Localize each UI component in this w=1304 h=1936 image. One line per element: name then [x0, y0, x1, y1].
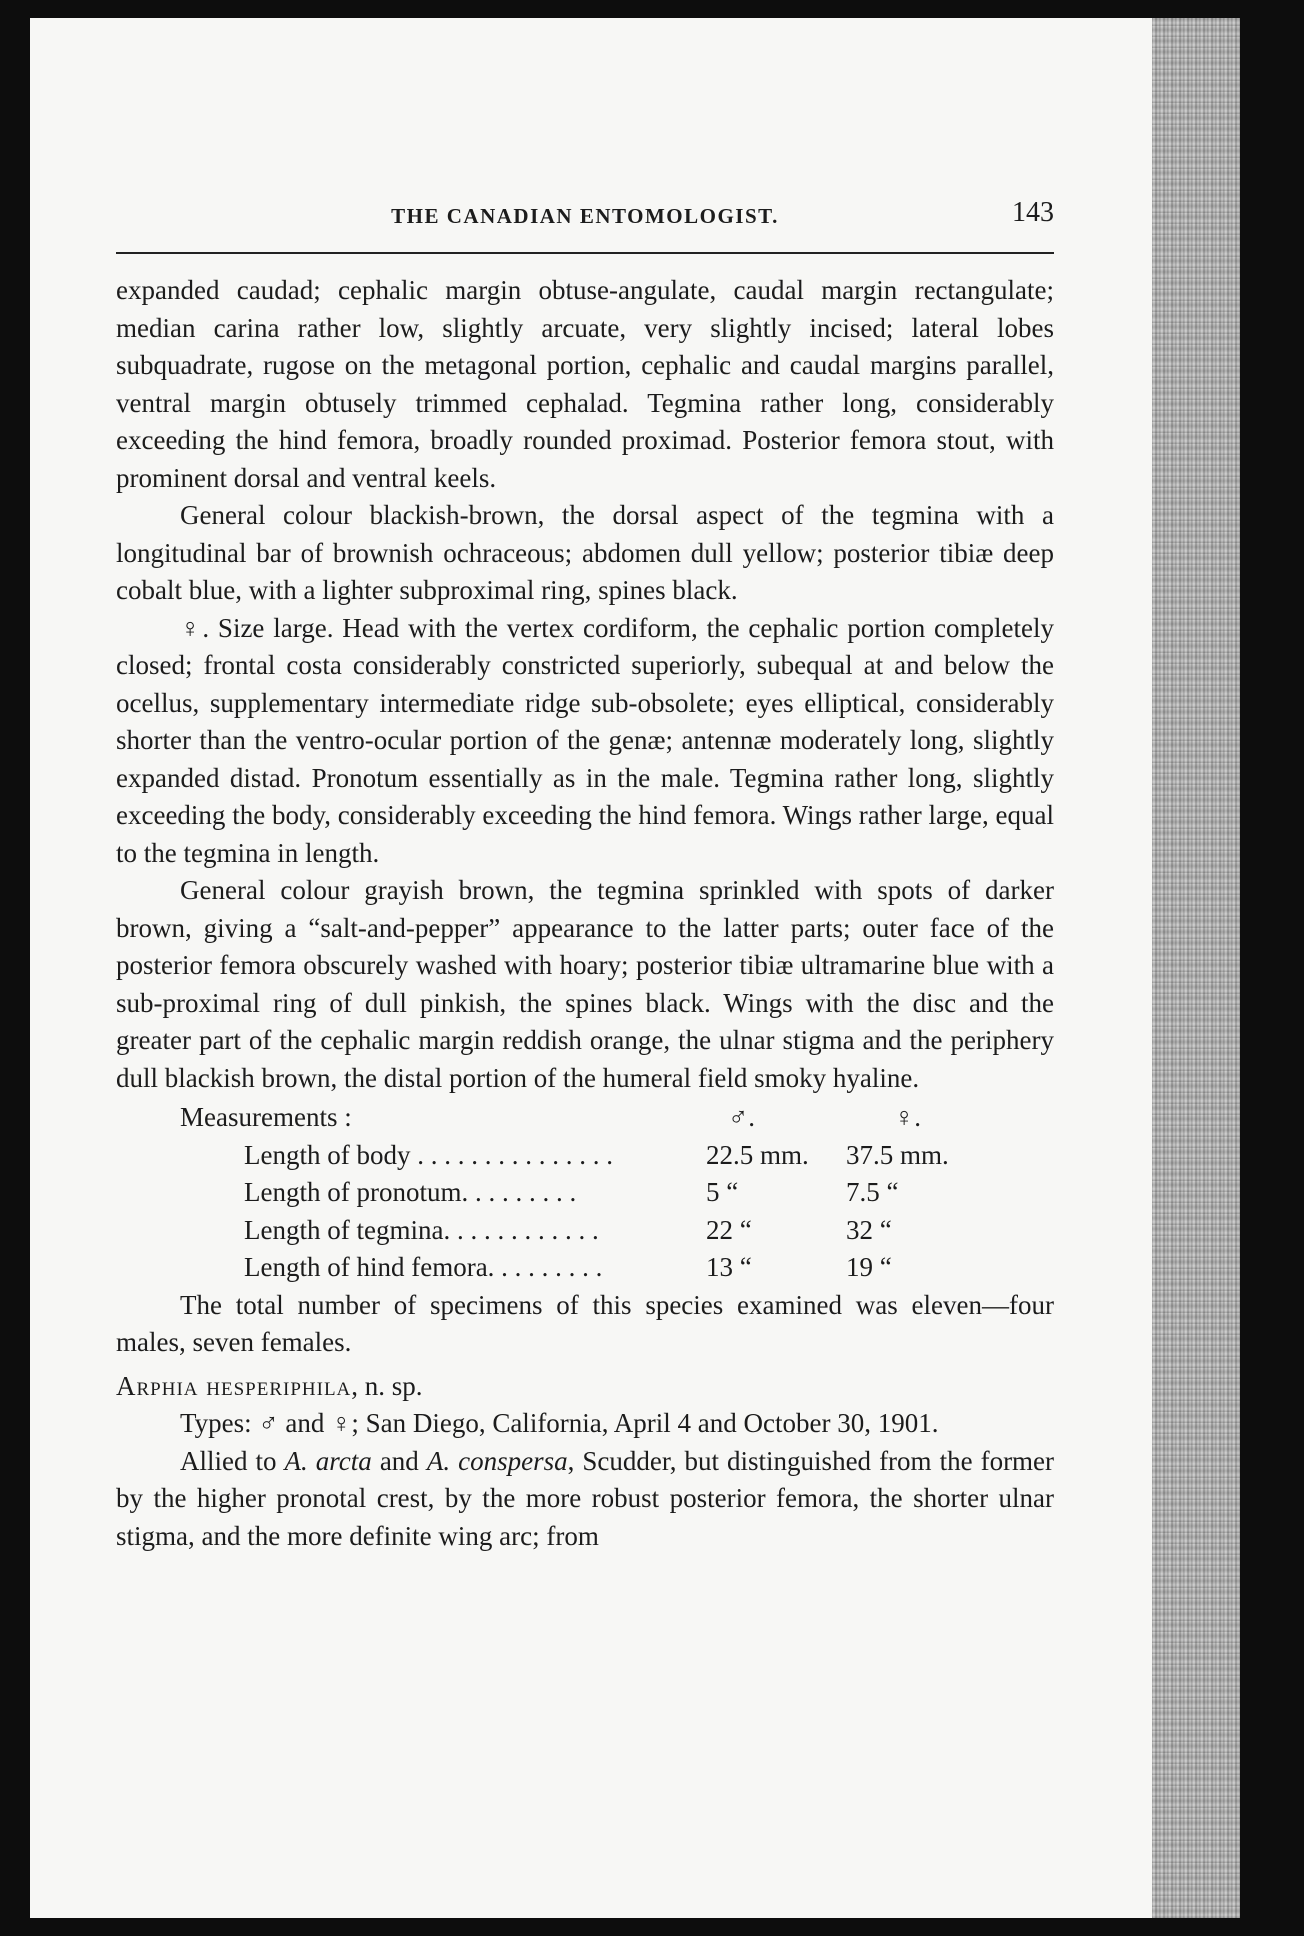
- male-symbol: ♂.: [728, 1102, 755, 1132]
- measurement-label: Length of pronotum. . . . . . . . .: [244, 1177, 577, 1207]
- measurements-label: Measurements :: [180, 1102, 352, 1132]
- paragraph-4: General colour grayish brown, the tegmina sprinkled with spots of darker brown, giving a “salt-and-pepper” appearance to the latter parts; outer face of the posterior femora obscurely washed with hoary; posterior tibiæ ultramarine blue with a sub-proximal ring of dull pinkish, the spines black. Wings with the disc and the greater part of the cephalic margin reddish orange, the ulnar stigma and the periphery dull blackish brown, the distal portion of the humeral field smoky hyaline.: [116, 875, 1054, 1093]
- measurement-label: Length of body . . . . . . . . . . . . . . .: [244, 1139, 613, 1170]
- page-content: [116, 198, 1054, 1555]
- total-note: The total number of specimens of this species examined was eleven—four males, seven females.: [116, 1289, 1054, 1357]
- book-page: [30, 18, 1240, 1918]
- measurement-female: 37.5 mm.: [846, 1139, 949, 1170]
- running-head: THE CANADIAN ENTOMOLOGIST.: [391, 204, 779, 228]
- species-heading: [116, 1368, 1054, 1406]
- species-suffix: , n. sp.: [351, 1370, 423, 1401]
- measurement-female: 19 “: [846, 1252, 892, 1282]
- allied-rest: , Scudder, but distinguished from the former by the higher pronotal crest, by the more robust posterior femora, the shorter ulnar stigma, and the more definite wing arc; from: [116, 1445, 1055, 1551]
- paragraph-3: ♀. Size large. Head with the vertex cordiform, the cephalic portion completely closed; frontal costa considerably constricted superiorly, subequal at and below the ocellus, supplementary intermediate ridge sub-obsolete; eyes elliptical, considerably shorter than the ventro-ocular portion of the genæ; antennæ moderately long, slightly expanded distad. Pronotum essentially as in the male. Tegmina rather long, slightly exceeding the body, considerably exceeding the hind femora. Wings rather large, equal to the tegmina in length.: [116, 612, 1054, 868]
- measurements-header: [116, 1099, 1054, 1137]
- types-paragraph: Types: ♂ and ♀; San Diego, California, April 4 and October 30, 1901.: [180, 1408, 939, 1438]
- measurement-male: 22 “: [706, 1214, 752, 1245]
- species-name: Arphia hesperiphila: [116, 1370, 352, 1401]
- paragraph-1: expanded caudad; cephalic margin obtuse-angulate, caudal margin rectangulate; median carina rather low, slightly arcuate, very slightly incised; lateral lobes subquadrate, rugose on the metagonal portion, cephalic and caudal margins parallel, ventral margin obtusely trimmed cephalad. Tegmina rather long, considerably exceeding the hind femora, broadly rounded proximad. Posterior femora stout, with prominent dorsal and ventral keels.: [116, 275, 1054, 493]
- header-rule: [116, 252, 1054, 254]
- measurements-table: [116, 1099, 1054, 1287]
- page-header: [116, 198, 1054, 234]
- measurement-row: [116, 1249, 1054, 1287]
- measurement-row: [116, 1137, 1054, 1175]
- measurement-label: Length of hind femora. . . . . . . . .: [244, 1252, 603, 1282]
- species-conspersa: A. conspersa: [426, 1445, 568, 1476]
- female-symbol: ♀.: [894, 1102, 921, 1132]
- measurement-female: 32 “: [846, 1214, 892, 1245]
- page-number: 143: [1012, 197, 1054, 228]
- allied-mid: and: [371, 1445, 427, 1476]
- measurement-row: [116, 1174, 1054, 1212]
- page-edge-stack: [1152, 18, 1240, 1918]
- measurement-male: 5 “: [706, 1177, 739, 1207]
- measurement-row: [116, 1212, 1054, 1250]
- measurement-male: 22.5 mm.: [706, 1139, 809, 1170]
- allied-start: Allied to: [180, 1445, 285, 1476]
- measurement-female: 7.5 “: [846, 1177, 899, 1207]
- measurement-label: Length of tegmina. . . . . . . . . . . .: [244, 1214, 599, 1245]
- paragraph-2: General colour blackish-brown, the dorsal aspect of the tegmina with a longitudinal bar of brownish ochraceous; abdomen dull yellow; posterior tibiæ deep cobalt blue, with a lighter subproximal ring, spines black.: [116, 500, 1054, 605]
- allied-paragraph: [116, 1443, 1054, 1556]
- measurement-male: 13 “: [706, 1252, 752, 1282]
- species-arcta: A. arcta: [284, 1445, 372, 1476]
